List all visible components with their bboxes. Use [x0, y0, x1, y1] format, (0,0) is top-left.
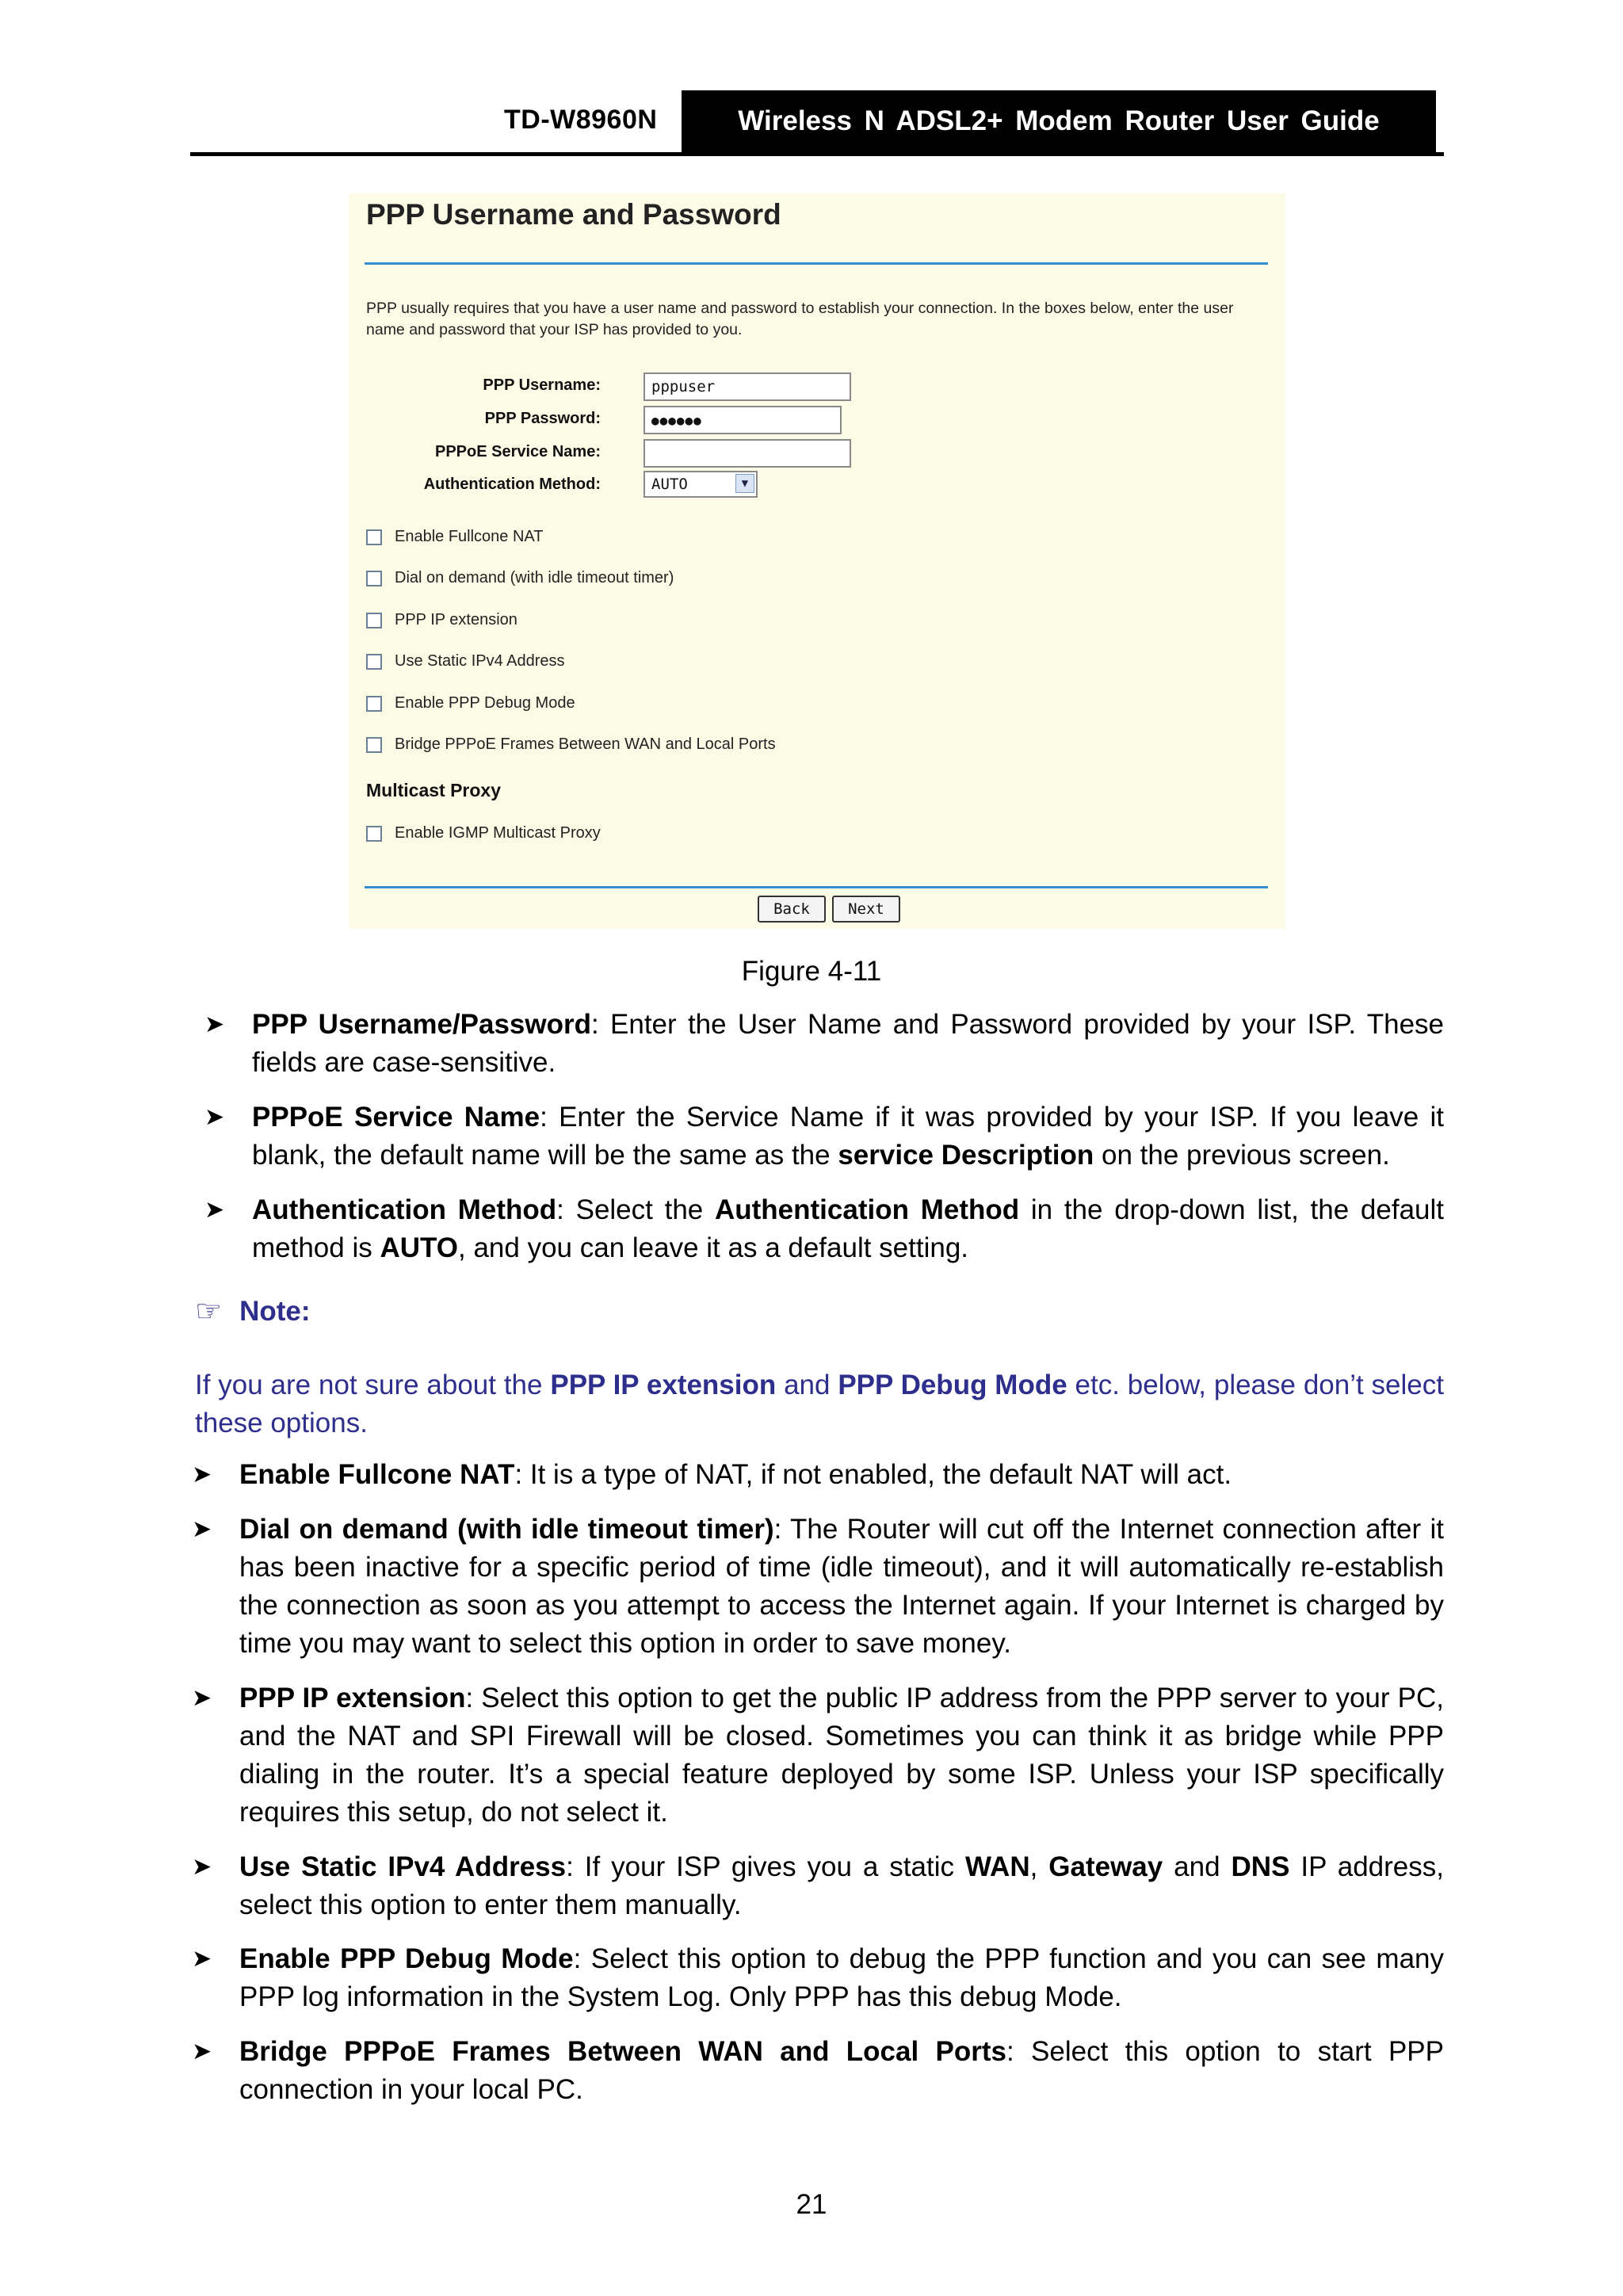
arrow-bullet-icon: ➤: [192, 1685, 212, 1711]
bullet-dial-on-demand: [192, 1511, 1444, 1663]
bullet-text: : Select this option to debug the PPP function and you can see many PPP log information in the System Log. Only PPP has this debug Mode.: [239, 1943, 1445, 2012]
bullet-text: : Enter the Service Name if it was provided by your ISP. If you leave it blank, the default name will be the same as the: [252, 1102, 1444, 1171]
username-label: PPP Username:: [483, 376, 601, 394]
checkbox-label: Enable IGMP Multicast Proxy: [395, 824, 601, 842]
bullet-fullcone-nat: [192, 1456, 1444, 1494]
pointing-hand-icon: ☞: [195, 1295, 223, 1328]
header-title: Wireless N ADSL2+ Modem Router User Guide: [682, 90, 1436, 152]
checkbox-label: Bridge PPPoE Frames Between WAN and Local Ports: [395, 735, 776, 753]
password-input[interactable]: ●●●●●●: [643, 406, 842, 434]
arrow-bullet-icon: ➤: [192, 1516, 212, 1542]
bullet-term: Authentication Method: [714, 1194, 1020, 1225]
bullet-term: AUTO: [380, 1232, 458, 1263]
bullet-text: , and you can leave it as a default setting.: [458, 1232, 969, 1263]
service-name-input[interactable]: [643, 439, 851, 468]
bullet-term: Bridge PPPoE Frames Between WAN and Local Ports: [239, 2036, 1006, 2067]
bullet-text: : If your ISP gives you a static: [566, 1851, 965, 1882]
arrow-bullet-icon: ➤: [192, 1854, 212, 1880]
arrow-bullet-icon: ➤: [204, 1104, 225, 1130]
bullet-static-ipv4: [192, 1848, 1444, 1924]
next-button[interactable]: Next: [832, 896, 900, 923]
note-text-part: and: [776, 1370, 838, 1400]
checkbox-dial-on-demand[interactable]: [366, 569, 674, 587]
checkbox-box[interactable]: [366, 571, 382, 586]
bullet-term: Authentication Method: [252, 1194, 557, 1225]
chevron-down-icon[interactable]: ▼: [735, 474, 754, 493]
note-term: PPP IP extension: [550, 1370, 777, 1400]
bullet-text: : Enter the User Name and Password provided by your ISP. These fields are case-sensitive.: [252, 1009, 1445, 1078]
password-label: PPP Password:: [484, 410, 601, 427]
bullet-term: Enable PPP Debug Mode: [239, 1943, 574, 1974]
bullet-ppp-debug: [192, 1940, 1445, 2016]
bullet-pppoe-service: [204, 1098, 1444, 1175]
figure-caption: Figure 4-11: [741, 956, 882, 987]
note-text: [195, 1366, 1444, 1442]
bullet-text: and: [1163, 1851, 1232, 1882]
bullet-term: Enable Fullcone NAT: [239, 1459, 515, 1490]
bullet-auth-method: [204, 1191, 1445, 1267]
checkbox-label: Dial on demand (with idle timeout timer): [395, 569, 674, 586]
bullet-text: : It is a type of NAT, if not enabled, the default NAT will act.: [514, 1459, 1232, 1490]
bullet-term: Gateway: [1048, 1851, 1163, 1882]
note-term: PPP Debug Mode: [838, 1370, 1067, 1400]
checkbox-box[interactable]: [366, 654, 382, 670]
checkbox-label: PPP IP extension: [395, 611, 517, 628]
header-divider: [190, 152, 1444, 156]
note-text-part: etc. below, please don’t select these options.: [195, 1370, 1444, 1438]
arrow-bullet-icon: ➤: [192, 1461, 212, 1488]
bullet-term: PPP Username/Password: [252, 1009, 592, 1040]
auth-method-label: Authentication Method:: [423, 476, 601, 493]
bullet-text: : The Router will cut off the Internet connection after it has been inactive for a specific period of time (idle timeout), and it will automatically re-establish the connection as soon as you attempt to access the Internet again. If your Internet is charged by time you may want to select this option in order to save money.: [239, 1514, 1444, 1659]
checkbox-ppp-debug[interactable]: [366, 694, 575, 712]
checkbox-box[interactable]: [366, 529, 382, 545]
checkbox-label: Enable Fullcone NAT: [395, 528, 544, 545]
checkbox-box[interactable]: [366, 696, 382, 712]
bullet-bridge-pppoe: [192, 2033, 1444, 2109]
bullet-text: ,: [1029, 1851, 1049, 1882]
checkbox-box[interactable]: [366, 613, 382, 628]
bullet-text: : Select the: [556, 1194, 715, 1225]
bullet-ppp-ip-extension: [192, 1679, 1445, 1832]
bullet-text: : Select this option to get the public IP address from the PPP server to your PC, and the NAT and SPI Firewall will be closed. Sometimes you can think it as bridge while PPP dialing in the router. It’s a special feature deployed by some ISP. Unless your ISP specifically requires this setup, do not select it.: [239, 1683, 1445, 1828]
arrow-bullet-icon: ➤: [204, 1197, 225, 1223]
bullet-term: PPP IP extension: [239, 1683, 466, 1713]
service-name-label: PPPoE Service Name:: [435, 443, 601, 460]
bullet-term: Dial on demand (with idle timeout timer): [239, 1514, 774, 1545]
checkbox-box[interactable]: [366, 737, 382, 753]
arrow-bullet-icon: ➤: [192, 1946, 212, 1972]
bullet-text: in the drop-down list, the default method is: [252, 1194, 1445, 1263]
auth-method-select[interactable]: [643, 471, 758, 498]
note-heading: [195, 1293, 311, 1329]
arrow-bullet-icon: ➤: [204, 1011, 225, 1037]
ppp-settings-screenshot: [349, 193, 1285, 929]
bullet-term: Use Static IPv4 Address: [239, 1851, 567, 1882]
back-button[interactable]: Back: [758, 896, 826, 923]
arrow-bullet-icon: ➤: [192, 2038, 212, 2065]
bullet-term: DNS: [1231, 1851, 1290, 1882]
panel-intro-text: PPP usually requires that you have a user name and password to establish your connection. In the boxes below, enter the user name and password that your ISP has provided to you.: [366, 300, 1234, 338]
checkbox-box[interactable]: [366, 826, 382, 842]
bullet-term: PPPoE Service Name: [252, 1102, 540, 1133]
note-text-part: If you are not sure about the: [195, 1370, 551, 1400]
bullet-text: IP address, select this option to enter them manually.: [239, 1851, 1444, 1920]
auth-method-value: AUTO: [651, 476, 688, 493]
note-label: Note:: [239, 1295, 311, 1327]
panel-top-divider: [365, 262, 1268, 265]
checkbox-igmp-proxy[interactable]: [366, 824, 601, 842]
multicast-proxy-heading: Multicast Proxy: [366, 780, 501, 800]
checkbox-bridge-pppoe[interactable]: [366, 735, 776, 754]
page-number: 21: [796, 2189, 827, 2220]
panel-bottom-divider: [365, 886, 1268, 888]
checkbox-label: Use Static IPv4 Address: [395, 652, 565, 670]
username-input[interactable]: pppuser: [643, 372, 851, 401]
checkbox-static-ipv4[interactable]: [366, 652, 565, 670]
bullet-term: WAN: [964, 1851, 1030, 1882]
header-model: TD-W8960N: [504, 105, 658, 135]
bullet-text: on the previous screen.: [1094, 1140, 1390, 1171]
bullet-ppp-username: [204, 1006, 1445, 1082]
checkbox-label: Enable PPP Debug Mode: [395, 694, 575, 712]
bullet-term: service Description: [838, 1140, 1094, 1171]
panel-title: PPP Username and Password: [366, 198, 781, 231]
checkbox-fullcone-nat[interactable]: [366, 528, 544, 546]
checkbox-ppp-ip-extension[interactable]: [366, 611, 517, 629]
bullet-text: : Select this option to start PPP connection in your local PC.: [239, 2036, 1444, 2105]
